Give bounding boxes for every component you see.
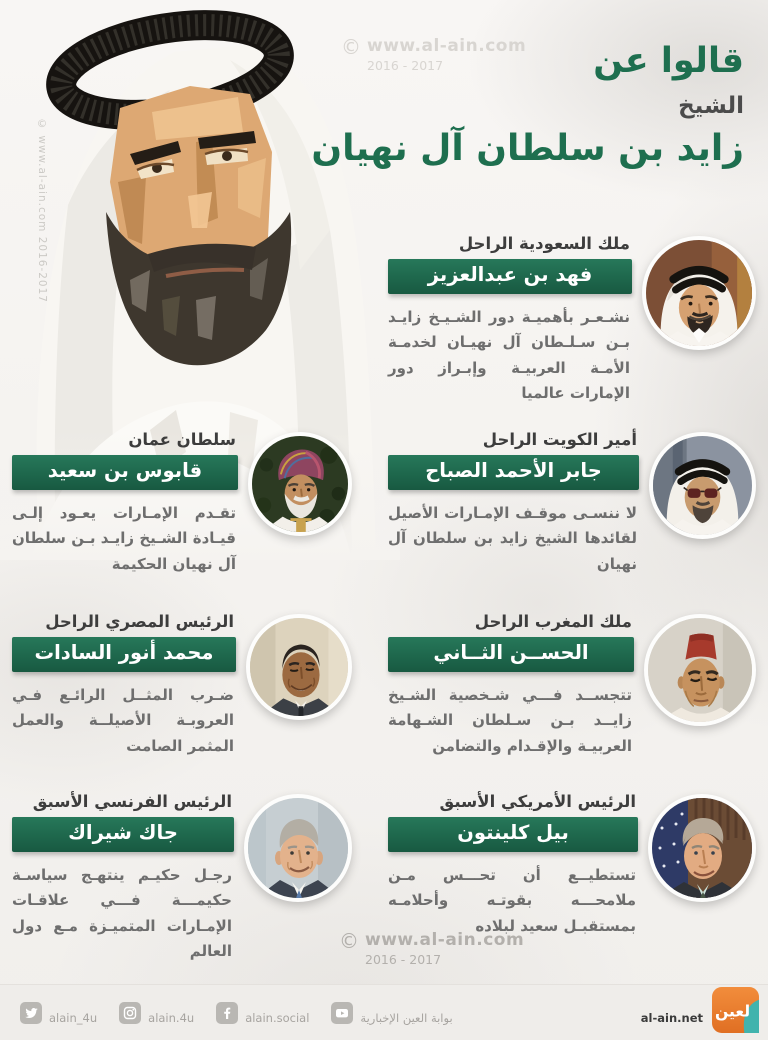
twitter-handle: alain_4u bbox=[49, 1011, 98, 1025]
social-twitter[interactable] bbox=[20, 1002, 97, 1024]
person-quote-qaboos: تقـدم الإمـارات يعـود إلـى قيـادة الشـيخ زايـد بـن سلطان آل نهيان الحكيمة bbox=[12, 504, 236, 573]
avatar-chirac bbox=[244, 794, 352, 902]
facebook-handle: alain.social bbox=[245, 1011, 310, 1025]
photo-qaboos bbox=[252, 436, 348, 532]
person-name-jaber: جابر الأحمد الصباح bbox=[388, 455, 639, 490]
person-title-jaber: أمير الكويت الراحل bbox=[482, 430, 637, 449]
photo-clinton bbox=[652, 798, 752, 898]
watermark-years: 2016 - 2017 bbox=[365, 952, 442, 967]
watermark-years: 2016 - 2017 bbox=[367, 58, 444, 73]
social-links bbox=[20, 985, 475, 1040]
avatar-clinton bbox=[648, 794, 756, 902]
person-name-sadat: محمد أنور السادات bbox=[12, 637, 236, 672]
person-quote-sadat: ضـرب المثــل الرائـع فـي العروبـة الأصيلــة والعمل المثمر الصامت bbox=[12, 686, 234, 755]
instagram-icon bbox=[119, 1002, 141, 1024]
watermark-url: www.al-ain.com bbox=[367, 36, 527, 56]
avatar-fahd bbox=[642, 236, 756, 350]
copyright-icon: © bbox=[341, 35, 361, 59]
quote-card-fahd bbox=[388, 234, 756, 406]
avatar-qaboos bbox=[248, 432, 352, 536]
person-quote-fahd: نشـعـر بأهميـة دور الشـيـخ زايـد بـن سـلـطان آل نهيـان لخدمـة الأمـة العربيـة وإبـراز دور الإمارات عالميا bbox=[388, 308, 630, 402]
quote-card-sadat bbox=[12, 612, 352, 759]
title-line2: الشيخ bbox=[678, 92, 744, 119]
social-youtube[interactable] bbox=[331, 1002, 452, 1024]
person-name-fahd: فهد بن عبدالعزيز bbox=[388, 259, 632, 294]
photo-jaber bbox=[653, 436, 752, 535]
quote-card-hassan bbox=[388, 612, 756, 759]
watermark-bottom bbox=[339, 930, 524, 968]
quote-card-jaber bbox=[388, 430, 756, 577]
person-quote-chirac: رجـل حكيـم ينتهـج سياسـة حكيمـــة فـــي علاقـات الإمـارات المتميـزة مـع دول العالم bbox=[12, 866, 232, 960]
photo-chirac bbox=[248, 798, 348, 898]
person-quote-clinton: تستطيــع أن تحـــس مـن ملامحـــه بقوتـه وأحلامـه بمستقبـل سعيد لبلاده bbox=[388, 866, 636, 935]
avatar-hassan bbox=[644, 614, 756, 726]
person-quote-jaber: لا ننسـى موقـف الإمـارات الأصيل لقائدها الشيخ زايد بن سلطان آل نهيان bbox=[388, 504, 637, 573]
quote-card-qaboos bbox=[12, 430, 352, 577]
youtube-icon bbox=[331, 1002, 353, 1024]
avatar-sadat bbox=[246, 614, 352, 720]
title-line3: زايد بن سلطان آل نهيان bbox=[311, 127, 744, 169]
instagram-handle: alain.4u bbox=[148, 1011, 195, 1025]
watermark-url: www.al-ain.com bbox=[365, 930, 525, 950]
social-facebook[interactable] bbox=[216, 1002, 309, 1024]
quote-card-chirac bbox=[12, 792, 352, 964]
avatar-jaber bbox=[649, 432, 756, 539]
copyright-icon: © bbox=[339, 929, 359, 953]
photo-hassan bbox=[648, 618, 752, 722]
page-title bbox=[311, 42, 744, 169]
person-name-hassan: الحســن الثــاني bbox=[388, 637, 634, 672]
person-name-clinton: بيل كلينتون bbox=[388, 817, 638, 852]
twitter-icon bbox=[20, 1002, 42, 1024]
watermark-side: © www.al-ain.com 2016-2017 bbox=[36, 118, 48, 303]
social-instagram[interactable] bbox=[119, 1002, 194, 1024]
logo-text: لعين bbox=[714, 1001, 751, 1021]
title-line1: قالوا عن bbox=[593, 41, 744, 81]
person-name-chirac: جاك شيراك bbox=[12, 817, 234, 852]
brand[interactable] bbox=[641, 987, 759, 1033]
alain-logo bbox=[712, 987, 759, 1033]
photo-sadat bbox=[250, 618, 348, 716]
facebook-icon bbox=[216, 1002, 238, 1024]
footer-bar bbox=[0, 984, 768, 1040]
photo-fahd bbox=[646, 240, 752, 346]
person-title-fahd: ملك السعودية الراحل bbox=[458, 234, 630, 253]
person-title-chirac: الرئيس الفرنسي الأسبق bbox=[32, 792, 232, 811]
person-title-qaboos: سلطان عمان bbox=[128, 430, 236, 449]
person-title-hassan: ملك المغرب الراحل bbox=[474, 612, 632, 631]
site-url: al-ain.net bbox=[640, 1011, 703, 1025]
person-quote-hassan: تتجســد فـــي شـخصية الشـيخ زايــد بـن سـلطان الشـهامة العربيـة والإقـدام والتضامن bbox=[388, 686, 632, 755]
person-name-qaboos: قابوس بن سعيد bbox=[12, 455, 238, 490]
quote-card-clinton bbox=[388, 792, 756, 939]
person-title-sadat: الرئيس المصري الراحل bbox=[45, 612, 234, 631]
youtube-handle: بوابة العين الإخبارية bbox=[360, 1011, 453, 1025]
person-title-clinton: الرئيس الأمريكي الأسبق bbox=[439, 792, 636, 811]
